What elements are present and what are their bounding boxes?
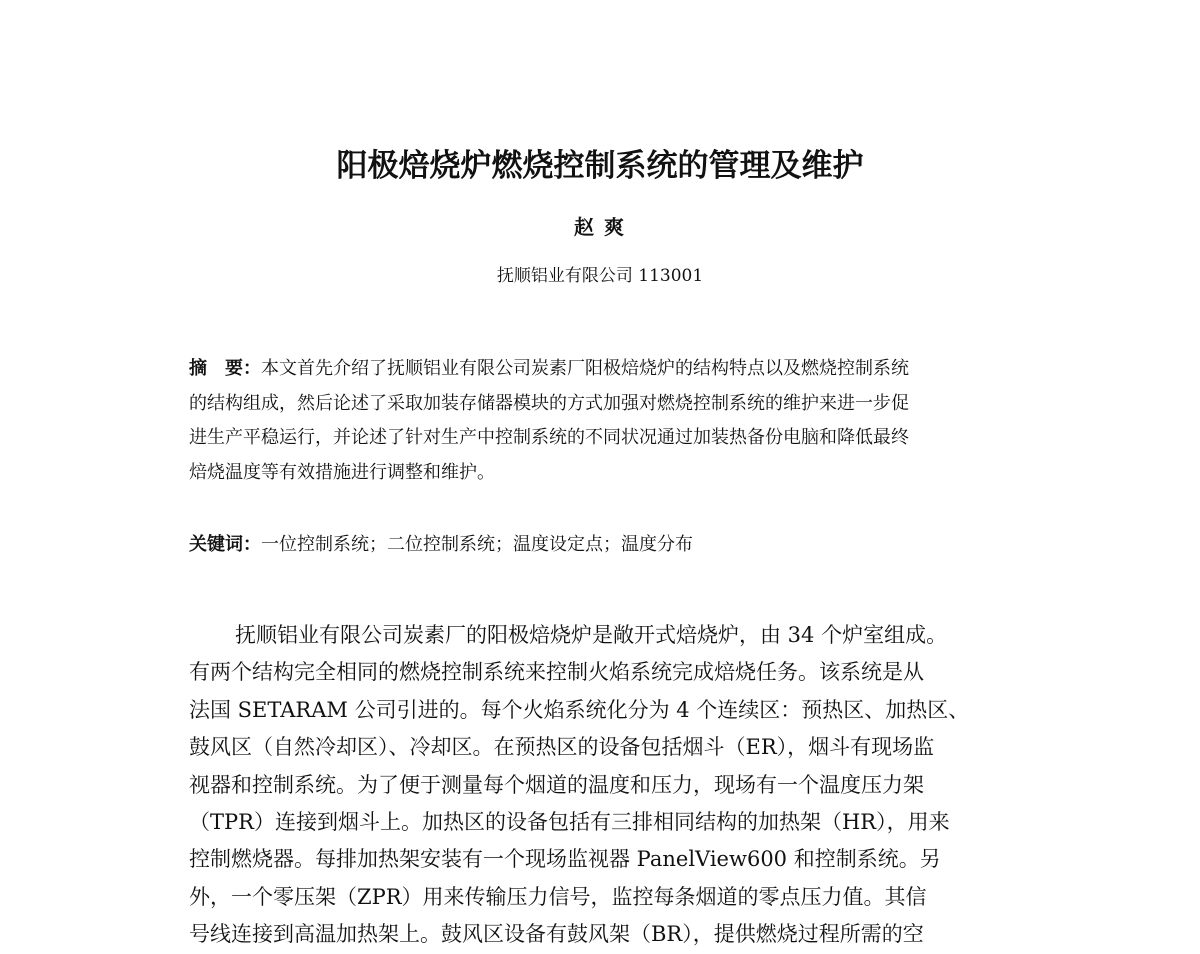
paper-title: 阳极焙烧炉燃烧控制系统的管理及维护 [336, 148, 864, 184]
body-line: 法国 SETARAM 公司引进的。每个火焰系统化分为 4 个连续区：预热区、加热区、 [189, 697, 970, 722]
body-line: 有两个结构完全相同的燃烧控制系统来控制火焰系统完成焙烧任务。该系统是从 [189, 660, 924, 685]
abstract-section [189, 352, 1031, 490]
body-line: 外，一个零压架（ZPR）用来传输压力信号，监控每条烟道的零点压力值。其信 [189, 884, 927, 909]
body-line: 鼓风区（自然冷却区）、冷却区。在预热区的设备包括烟斗（ER），烟斗有现场监 [189, 735, 935, 760]
body-line: 抚顺铝业有限公司炭素厂的阳极焙烧炉是敞开式焙烧炉，由 34 个炉室组成。 [235, 623, 948, 647]
author-name: 赵爽 [574, 215, 634, 239]
abstract-line [189, 352, 1031, 387]
abstract-line: 焙烧温度等有效措施进行调整和维护。 [189, 461, 495, 483]
keywords-label: 关键词： [189, 534, 261, 555]
author-affiliation: 抚顺铝业有限公司 113001 [496, 266, 704, 286]
body-line: （TPR）连接到烟斗上。加热区的设备包括有三排相同结构的加热架（HR），用来 [189, 810, 950, 835]
body-paragraph [189, 617, 1031, 954]
abstract-text: 本文首先介绍了抚顺铝业有限公司炭素厂阳极焙烧炉的结构特点以及燃烧控制系统 [261, 358, 909, 379]
abstract-line: 的结构组成，然后论述了采取加装存储器模块的方式加强对燃烧控制系统的维护来进一步促 [189, 392, 909, 414]
body-line: 视器和控制系统。为了便于测量每个烟道的温度和压力，现场有一个温度压力架 [189, 772, 924, 797]
abstract-line: 进生产平稳运行，并论述了针对生产中控制系统的不同状况通过加装热备份电脑和降低最终 [189, 427, 909, 448]
body-line: 控制燃烧器。每排加热架安装有一个现场监视器 PanelView600 和控制系统。另 [189, 847, 941, 872]
body-line: 号线连接到高温加热架上。鼓风区设备有鼓风架（BR），提供燃烧过程所需的空 [189, 922, 924, 947]
abstract-label: 摘 要： [189, 358, 261, 379]
keywords-section [189, 531, 1031, 559]
keywords-text: 一位控制系统；二位控制系统；温度设定点；温度分布 [261, 534, 693, 555]
